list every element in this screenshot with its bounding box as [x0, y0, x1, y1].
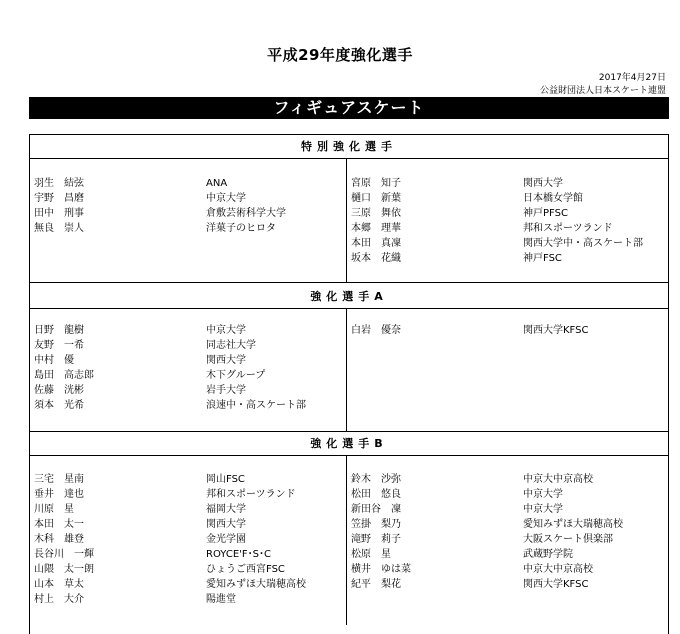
skater-row — [351, 251, 643, 266]
skater-name: 木科 雄登 — [34, 534, 84, 545]
skater-name: 須本 光希 — [34, 400, 84, 411]
skater-club: 神戸FSC — [523, 253, 562, 264]
skater-club: 陽進堂 — [206, 594, 236, 605]
skater-row — [34, 206, 286, 221]
skater-name: 本田 真凜 — [351, 238, 401, 249]
skater-row — [34, 487, 306, 502]
skater-club: 中京大学 — [523, 504, 563, 515]
skater-club: 金光学園 — [206, 534, 246, 545]
skater-name: 宮原 知子 — [351, 178, 401, 189]
skater-row — [351, 487, 623, 502]
skater-row — [351, 472, 623, 487]
skater-name: 日野 龍樹 — [34, 325, 84, 336]
skater-club: 倉敷芸術科学大学 — [206, 208, 286, 219]
skater-club: ROYCE'F･S･C — [206, 549, 271, 560]
divider — [29, 158, 669, 159]
skater-club: 関西大学 — [523, 178, 563, 189]
divider — [29, 431, 669, 432]
a-left-list — [34, 323, 306, 413]
skater-club: 洋菓子のヒロタ — [206, 223, 276, 234]
skater-row — [34, 176, 286, 191]
skater-club: 関西大学 — [206, 519, 246, 530]
section-title-a: 強化選手A — [310, 290, 388, 303]
skater-club: 浪速中・高スケート部 — [206, 400, 306, 411]
column-divider — [346, 158, 347, 282]
skater-name: 三宅 星南 — [34, 474, 84, 485]
skater-name: 羽生 結弦 — [34, 178, 84, 189]
discipline-banner: フィギュアスケート — [29, 97, 669, 119]
skater-name: 白岩 優奈 — [351, 325, 401, 336]
skater-club: 福岡大学 — [206, 504, 246, 515]
special-left-list — [34, 176, 286, 236]
skater-name: 垂井 達也 — [34, 489, 84, 500]
skater-row — [34, 368, 306, 383]
skater-club: 関西大学KFSC — [523, 325, 589, 336]
skater-row — [351, 517, 623, 532]
skater-name: 本田 太一 — [34, 519, 84, 530]
skater-club: 武蔵野学院 — [523, 549, 573, 560]
skater-club: 邦和スポーツランド — [523, 223, 613, 234]
skater-club: 木下グループ — [206, 370, 266, 381]
skater-row — [34, 338, 306, 353]
skater-name: 新田谷 凜 — [351, 504, 401, 515]
skater-club: 邦和スポーツランド — [206, 489, 296, 500]
skater-name: 村上 大介 — [34, 594, 84, 605]
page-title: 平成29年度強化選手 — [267, 46, 413, 64]
column-divider — [346, 455, 347, 625]
skater-name: 山隈 太一朗 — [34, 564, 94, 575]
skater-name: 宇野 昌磨 — [34, 193, 84, 204]
skater-name: 田中 刑事 — [34, 208, 84, 219]
divider — [29, 455, 669, 456]
skater-name: 笠掛 梨乃 — [351, 519, 401, 530]
skater-row — [34, 398, 306, 413]
skater-name: 横井 ゆは菜 — [351, 564, 411, 575]
skater-row — [351, 502, 623, 517]
divider — [29, 308, 669, 309]
skater-row — [34, 592, 306, 607]
issue-date: 2017年4月27日 — [598, 73, 666, 83]
b-left-list — [34, 472, 306, 607]
skater-row — [34, 532, 306, 547]
skater-row — [351, 206, 643, 221]
skater-club: ひょうご西宮FSC — [206, 564, 285, 575]
skater-row — [34, 191, 286, 206]
divider — [29, 134, 669, 135]
skater-name: 三原 舞依 — [351, 208, 401, 219]
skater-name: 本郷 理華 — [351, 223, 401, 234]
skater-club: 愛知みずほ大瑞穂高校 — [206, 579, 306, 590]
skater-name: 中村 優 — [34, 355, 74, 366]
skater-row — [351, 176, 643, 191]
skater-row — [34, 323, 306, 338]
skater-club: 岡山FSC — [206, 474, 245, 485]
skater-club: 愛知みずほ大瑞穂高校 — [523, 519, 623, 530]
skater-name: 川原 星 — [34, 504, 74, 515]
skater-name: 松原 星 — [351, 549, 391, 560]
skater-row — [34, 383, 306, 398]
skater-row — [34, 472, 306, 487]
skater-club: 中京大学 — [206, 193, 246, 204]
skater-row — [351, 577, 623, 592]
skater-club: 関西大学 — [206, 355, 246, 366]
skater-row — [34, 353, 306, 368]
skater-name: 鈴木 沙弥 — [351, 474, 401, 485]
skater-row — [351, 221, 643, 236]
skater-row — [351, 532, 623, 547]
skater-club: 大阪スケート倶楽部 — [523, 534, 613, 545]
skater-name: 坂本 花織 — [351, 253, 401, 264]
skater-club: 中京大学 — [523, 489, 563, 500]
skater-club: 中京大中京高校 — [523, 474, 593, 485]
skater-row — [34, 517, 306, 532]
skater-row — [34, 221, 286, 236]
skater-row — [351, 562, 623, 577]
skater-name: 島田 高志郎 — [34, 370, 94, 381]
skater-row — [34, 547, 306, 562]
section-title-b: 強化選手B — [310, 437, 388, 450]
skater-name: 佐藤 洸彬 — [34, 385, 84, 396]
divider — [29, 282, 669, 283]
b-right-list — [351, 472, 623, 592]
skater-name: 無良 崇人 — [34, 223, 84, 234]
skater-row — [351, 191, 643, 206]
skater-name: 友野 一希 — [34, 340, 84, 351]
section-title-special: 特別強化選手 — [301, 140, 397, 153]
skater-row — [351, 236, 643, 251]
skater-club: 関西大学KFSC — [523, 579, 589, 590]
skater-name: 紀平 梨花 — [351, 579, 401, 590]
skater-name: 松田 悠良 — [351, 489, 401, 500]
skater-row — [351, 323, 588, 338]
skater-name: 長谷川 一輝 — [34, 549, 94, 560]
skater-name: 滝野 莉子 — [351, 534, 401, 545]
skater-row — [351, 547, 623, 562]
skater-club: 同志社大学 — [206, 340, 256, 351]
skater-club: 岩手大学 — [206, 385, 246, 396]
skater-club: 関西大学中・高スケート部 — [523, 238, 643, 249]
skater-row — [34, 502, 306, 517]
column-divider — [346, 308, 347, 431]
a-right-list — [351, 323, 588, 338]
skater-club: 中京大中京高校 — [523, 564, 593, 575]
skater-club: 中京大学 — [206, 325, 246, 336]
skater-club: 日本橋女学館 — [523, 193, 583, 204]
organization-name: 公益財団法人日本スケート連盟 — [539, 86, 666, 96]
special-right-list — [351, 176, 643, 266]
skater-row — [34, 577, 306, 592]
skater-name: 樋口 新葉 — [351, 193, 401, 204]
skater-name: 山本 草太 — [34, 579, 84, 590]
skater-club: ANA — [206, 178, 228, 189]
skater-row — [34, 562, 306, 577]
skater-club: 神戸PFSC — [523, 208, 568, 219]
